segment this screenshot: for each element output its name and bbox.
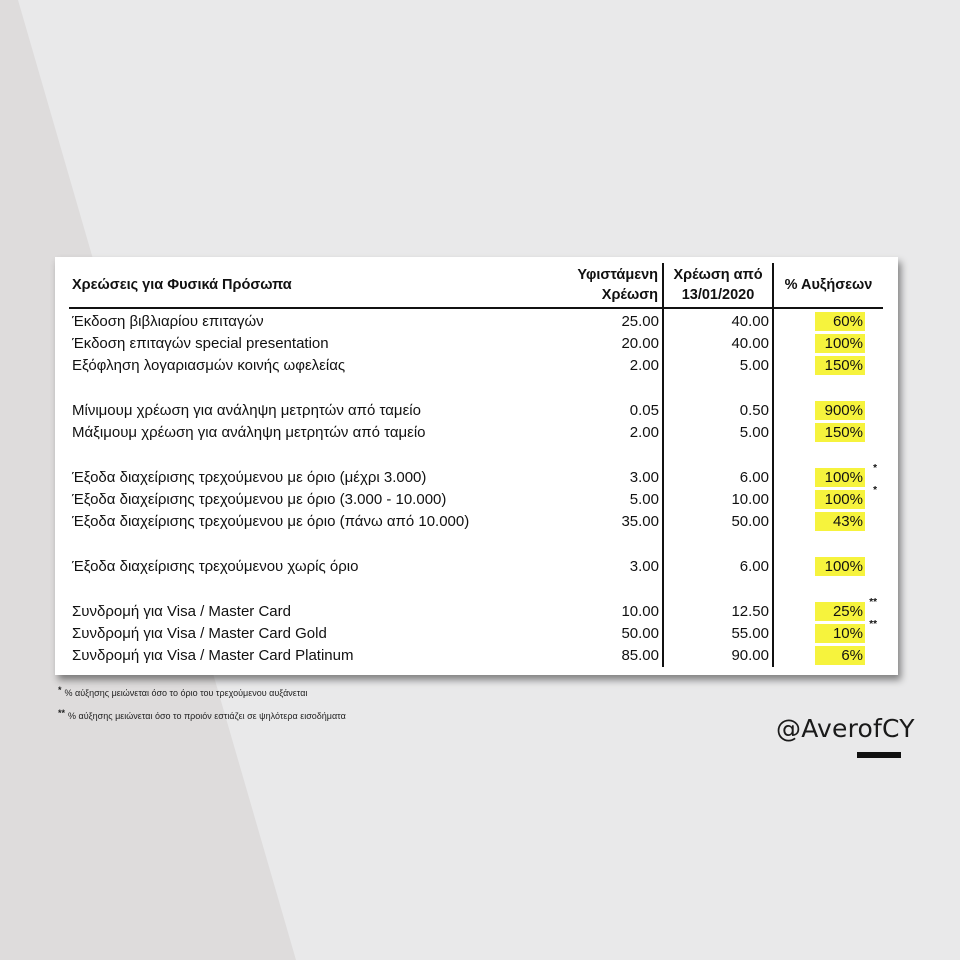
footnote [58, 708, 346, 721]
table-row [69, 400, 883, 422]
footnotes [58, 685, 346, 731]
row-description: Εξόφληση λογαριασμών κοινής ωφελείας [72, 357, 346, 374]
row-description: Έξοδα διαχείρισης τρεχούμενου χωρίς όριο [72, 558, 359, 575]
header-new-charge: Χρέωση από 13/01/2020 [663, 263, 773, 308]
increase-highlight: 100% [815, 557, 865, 576]
increase-highlight: 25% [815, 602, 865, 621]
row-new: 10.00 [663, 489, 773, 511]
row-description: Έκδοση βιβλιαρίου επιταγών [72, 313, 264, 330]
spacer-row [69, 444, 883, 467]
row-new: 6.00 [663, 556, 773, 578]
row-increase [773, 422, 883, 444]
row-new: 5.00 [663, 355, 773, 377]
row-new: 50.00 [663, 511, 773, 533]
footnote-marker: ** [869, 597, 877, 608]
table-row [69, 556, 883, 578]
increase-highlight: 900% [815, 401, 865, 420]
increase-highlight: 100% [815, 468, 865, 487]
table-row [69, 489, 883, 511]
row-description: Συνδρομή για Visa / Master Card [72, 603, 291, 620]
footnote-text: % αύξησης μειώνεται όσο το όριο του τρεχούμενου αυξάνεται [64, 688, 308, 698]
row-current: 0.05 [629, 402, 659, 419]
row-increase [773, 308, 883, 333]
row-new: 5.00 [663, 422, 773, 444]
row-new: 0.50 [663, 400, 773, 422]
table-row [69, 333, 883, 355]
row-description: Έξοδα διαχείρισης τρεχούμενου με όριο (3.000 - 10.000) [72, 491, 447, 508]
row-increase [773, 355, 883, 377]
table-row [69, 355, 883, 377]
increase-highlight: 100% [815, 334, 865, 353]
row-new: 55.00 [663, 623, 773, 645]
row-current: 2.00 [629, 357, 659, 374]
row-current: 3.00 [629, 469, 659, 486]
increase-highlight: 10% [815, 624, 865, 643]
spacer-row [69, 533, 883, 556]
row-increase [773, 463, 883, 489]
row-current: 25.00 [621, 313, 659, 330]
row-new: 40.00 [663, 333, 773, 355]
row-new: 12.50 [663, 601, 773, 623]
footnote-text: % αύξησης μειώνεται όσο το προιόν εστιάζει σε ψηλότερα εισοδήματα [68, 711, 346, 721]
row-current: 3.00 [629, 558, 659, 575]
fees-table-card [55, 257, 898, 675]
row-increase [773, 511, 883, 533]
footnote-marker: ** [58, 708, 66, 718]
table-header-row [69, 263, 883, 308]
spacer-row [69, 578, 883, 601]
footnote-marker: * [58, 685, 62, 695]
increase-highlight: 60% [815, 312, 865, 331]
spacer-row [69, 377, 883, 400]
row-description: Μίνιμουμ χρέωση για ανάληψη μετρητών από ταμείο [72, 402, 421, 419]
row-increase [773, 333, 883, 355]
header-increase: % Αυξήσεων [773, 263, 883, 308]
row-current: 2.00 [629, 424, 659, 441]
increase-highlight: 150% [815, 356, 865, 375]
row-increase [773, 645, 883, 667]
table-row [69, 308, 883, 333]
handle-underline [857, 752, 901, 758]
table-row [69, 601, 883, 623]
row-description: Μάξιμουμ χρέωση για ανάληψη μετρητών από ταμείο [72, 424, 426, 441]
row-current: 35.00 [621, 513, 659, 530]
row-increase [773, 400, 883, 422]
increase-highlight: 6% [815, 646, 865, 665]
footnote-marker: ** [869, 619, 877, 630]
row-description: Συνδρομή για Visa / Master Card Platinum [72, 647, 354, 664]
row-increase [773, 619, 883, 645]
row-increase [773, 556, 883, 578]
row-description: Συνδρομή για Visa / Master Card Gold [72, 625, 327, 642]
row-current: 85.00 [621, 647, 659, 664]
table-row [69, 422, 883, 444]
footnote [58, 685, 346, 698]
row-description: Έξοδα διαχείρισης τρεχούμενου με όριο (μέχρι 3.000) [72, 469, 427, 486]
header-current-charge: Υφιστάμενη Χρέωση [539, 263, 663, 308]
row-new: 90.00 [663, 645, 773, 667]
row-new: 40.00 [663, 308, 773, 333]
row-current: 20.00 [621, 335, 659, 352]
row-description: Έξοδα διαχείρισης τρεχούμενου με όριο (πάνω από 10.000) [72, 513, 470, 530]
table-row [69, 511, 883, 533]
increase-highlight: 43% [815, 512, 865, 531]
row-description: Έκδοση επιταγών special presentation [72, 335, 329, 352]
row-increase [773, 485, 883, 511]
header-description: Χρεώσεις για Φυσικά Πρόσωπα [69, 263, 539, 308]
footnote-marker: * [873, 485, 877, 496]
social-handle: @AverofCY [776, 714, 915, 743]
table-row [69, 467, 883, 489]
row-current: 5.00 [629, 491, 659, 508]
footnote-marker: * [873, 463, 877, 474]
increase-highlight: 100% [815, 490, 865, 509]
row-increase [773, 597, 883, 623]
table-row [69, 645, 883, 667]
row-current: 10.00 [621, 603, 659, 620]
increase-highlight: 150% [815, 423, 865, 442]
fees-table [69, 263, 883, 667]
row-current: 50.00 [621, 625, 659, 642]
row-new: 6.00 [663, 467, 773, 489]
table-row [69, 623, 883, 645]
